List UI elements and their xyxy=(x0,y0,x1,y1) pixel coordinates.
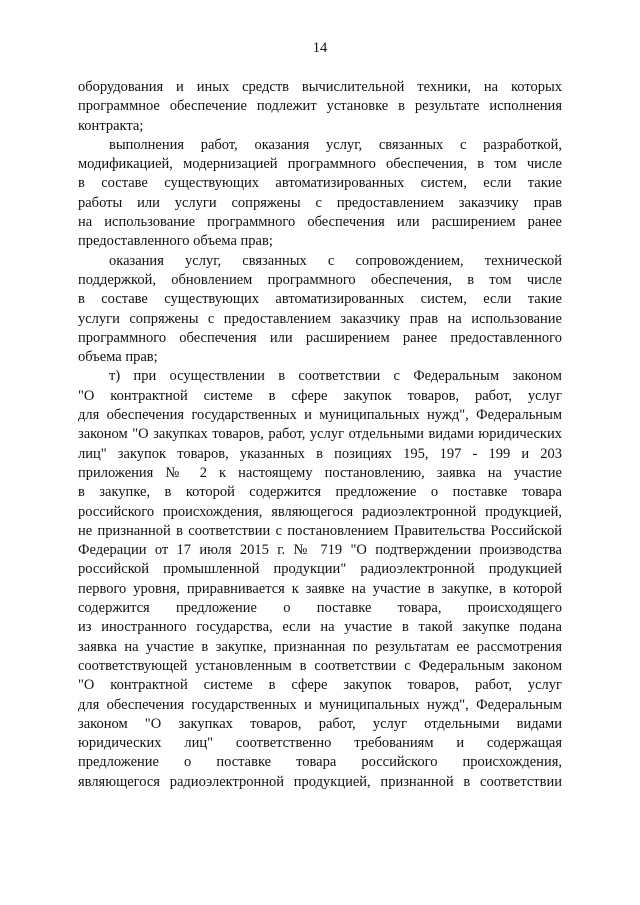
text-line: приложения № 2 к настоящему постановлению, заявка на участие xyxy=(78,464,562,481)
page-number: 14 xyxy=(312,40,328,56)
text-line: объема прав; xyxy=(78,349,158,366)
text-line: содержится предложение о поставке товара, происходящего xyxy=(78,600,562,617)
text-line: лиц" закупок товаров, указанных в позициях 195, 197 - 199 и 203 xyxy=(78,445,562,462)
text-line: выполнения работ, оказания услуг, связанных с разработкой, xyxy=(109,136,562,153)
text-line: являющегося радиоэлектронной продукцией, признанной в соответствии xyxy=(78,773,562,790)
text-line: для обеспечения государственных и муниципальных нужд", Федеральным xyxy=(78,407,562,424)
text-line: программного обеспечения или расширением ранее предоставленного xyxy=(78,329,562,346)
text-line: юридических лиц" соответственно требованиям и содержащая xyxy=(78,735,562,752)
text-line: законом "О закупках товаров, работ, услуг отдельными видами юридических xyxy=(78,426,562,443)
text-line: первого уровня, приравнивается к заявке на участие в закупке, в которой xyxy=(78,580,562,597)
text-line: в составе существующих автоматизированных систем, если такие xyxy=(78,175,562,192)
text-line: российского происхождения, являющегося радиоэлектронной продукцией, xyxy=(78,503,562,520)
text-line: "О контрактной системе в сфере закупок товаров, работ, услуг xyxy=(78,387,562,404)
text-line: оказания услуг, связанных с сопровождением, технической xyxy=(109,252,562,269)
text-line: не признанной в соответствии с постановлением Правительства Российской xyxy=(78,522,562,539)
text-line: оборудования и иных средств вычислительной техники, на которых xyxy=(78,79,562,95)
text-line: т) при осуществлении в соответствии с Федеральным законом xyxy=(109,368,562,385)
text-line: Федерации от 17 июля 2015 г. № 719 "О подтверждении производства xyxy=(78,542,562,559)
text-line: предоставленного объема прав; xyxy=(78,233,273,250)
text-line: для обеспечения государственных и муниципальных нужд", Федеральным xyxy=(78,696,562,713)
text-line: на использование программного обеспечения или расширением ранее xyxy=(78,214,562,231)
text-line: работы или услуги сопряжены с предоставлением заказчику прав xyxy=(78,194,562,211)
text-line: соответствующей установленным в соответствии с Федеральным законом xyxy=(78,657,562,674)
text-line: из иностранного государства, если на участие в такой закупке подана xyxy=(78,619,562,636)
text-line: в составе существующих автоматизированных систем, если такие xyxy=(78,291,562,308)
text-line: предложение о поставке товара российского происхождения, xyxy=(78,754,562,771)
text-line: поддержкой, обновлением программного обеспечения, в том числе xyxy=(78,271,562,288)
text-line: контракта; xyxy=(78,117,144,134)
text-line: программное обеспечение подлежит установке в результате исполнения xyxy=(78,98,562,115)
text-line: "О контрактной системе в сфере закупок товаров, работ, услуг xyxy=(78,677,562,694)
text-line: законом "О закупках товаров, работ, услуг отдельными видами xyxy=(78,715,562,732)
text-line: заявка на участие в закупке, признанная по результатам ее рассмотрения xyxy=(78,638,562,655)
text-line: модификацией, модернизацией программного обеспечения, в том числе xyxy=(78,156,562,173)
text-line: в закупке, в которой содержится предложение о поставке товара xyxy=(78,484,562,501)
body-text xyxy=(78,78,562,792)
text-line: услуги сопряжены с предоставлением заказчику прав на использование xyxy=(78,310,562,327)
text-line: российской промышленной продукции" радиоэлектронной продукцией xyxy=(78,561,562,578)
